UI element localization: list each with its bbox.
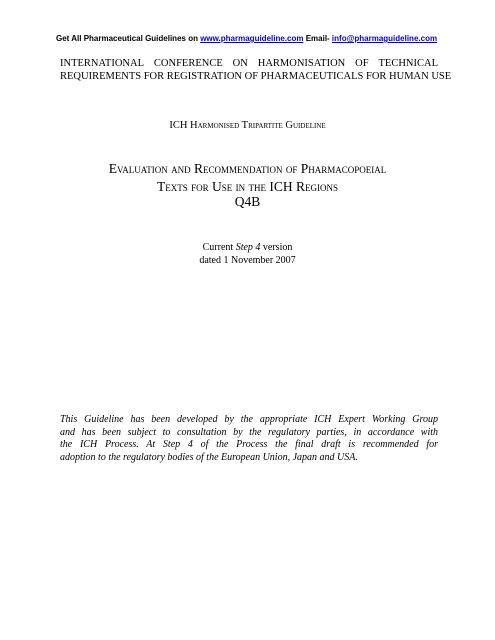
version-line: [0, 241, 495, 254]
title-line-2: Texts for Use in the ICH Regions: [157, 179, 338, 194]
intro-line: and has been subject to consultation by the regulatory parties, in accordance with: [60, 426, 438, 438]
version-info: [0, 241, 495, 267]
title-line-1: Evaluation and Recommendation of Pharmacopoeial: [108, 161, 387, 176]
version-word: version: [260, 242, 293, 253]
guideline-type: ICH Harmonised Tripartite Guideline: [169, 120, 326, 131]
version-step: Step 4: [235, 242, 261, 253]
conference-word: TECHNICAL: [378, 58, 438, 69]
conference-word: CONFERENCE: [153, 58, 223, 69]
document-code: Q4B: [234, 194, 261, 209]
conference-word: OF: [355, 58, 369, 69]
version-current: Current: [202, 242, 236, 253]
header-line: [56, 34, 437, 43]
conference-word: INTERNATIONAL: [60, 58, 144, 69]
conference-word: ON: [232, 58, 248, 69]
conference-line-2: REQUIREMENTS FOR REGISTRATION OF PHARMACEUTICALS FOR HUMAN USE: [60, 71, 452, 82]
email-link[interactable]: info@pharmaguideline.com: [331, 34, 438, 43]
intro-line: This Guideline has been developed by the appropriate ICH Expert Working Group: [60, 414, 438, 425]
conference-name: [60, 57, 452, 83]
header-prefix: Get All Pharmaceutical Guidelines on: [56, 34, 201, 43]
conference-word: HARMONISATION: [257, 58, 346, 69]
version-date: dated 1 November 2007: [199, 255, 296, 266]
intro-paragraph: [60, 414, 438, 464]
email-label: Email-: [303, 34, 332, 43]
document-title: [0, 160, 495, 196]
intro-line: the ICH Process. At Step 4 of the Process the final draft is recommended for: [60, 439, 438, 451]
conference-line-1: [60, 57, 438, 70]
site-link[interactable]: www.pharmaguideline.com: [200, 34, 304, 43]
intro-line: adoption to the regulatory bodies of the European Union, Japan and USA.: [60, 451, 358, 463]
